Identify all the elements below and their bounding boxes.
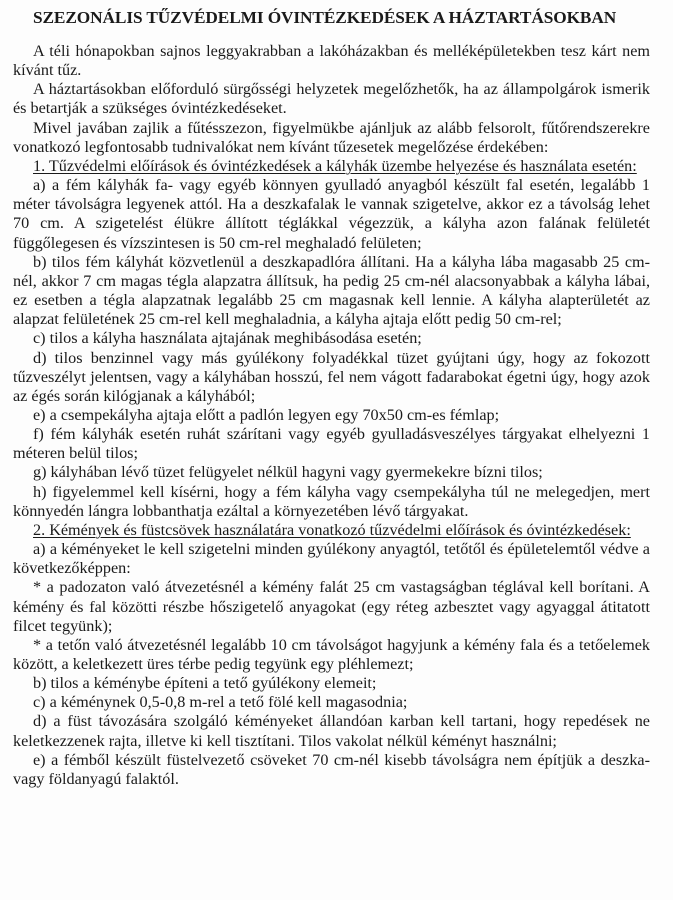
document-title: SZEZONÁLIS TŰZVÉDELMI ÓVINTÉZKEDÉSEK A HÁZTARTÁSOKBAN <box>33 8 617 27</box>
list-item: b) tilos a kéménybe építeni a tető gyúlékony elemeit; <box>33 674 377 693</box>
list-item: e) a csempekályha ajtaja előtt a padlón legyen egy 70x50 cm-es fémlap; <box>33 405 500 424</box>
list-item: e) a fémből készült füstelvezető csöveket 70 cm-nél kisebb távolságra nem építjük a deszka- vagy földanyagú falaktól. <box>13 750 650 788</box>
section-heading-chimneys: 2. Kémények és füstcsövek használatára vonatkozó tűzvédelmi előírások és óvintézkedések: <box>33 520 631 539</box>
intro-paragraph: A téli hónapokban sajnos leggyakrabban a lakóházakban és melléképületekben tesz kárt nem kívánt tűz. <box>13 42 650 80</box>
list-item: h) figyelemmel kell kísérni, hogy a fém kályha vagy csempekályha túl ne melegedjen, mert könnyedén lángra lobbanthatja ezáltal a környezetében lévő tárgyakat. <box>13 482 650 520</box>
document-body <box>13 42 650 789</box>
list-item: c) tilos a kályha használata ajtajának meghibásodása esetén; <box>33 329 422 348</box>
list-item: * a padozaton való átvezetésnél a kémény falát 25 cm vastagságban téglával kell borítani. A kémény és fal közötti részbe hőszigetelő anyagokat (egy réteg azbesztet vagy agyaggal átitatott filcet tegyünk); <box>13 578 650 635</box>
list-item: a) a kéményeket le kell szigetelni minden gyúlékony anyagtól, tetőtől és épületelemtől védve a következőképpen: <box>13 540 650 578</box>
section-heading-stoves: 1. Tűzvédelmi előírások és óvintézkedések a kályhák üzembe helyezése és használata esetén: <box>33 156 637 175</box>
list-item: d) a füst távozására szolgáló kéményeket állandóan karban kell tartani, hogy repedések ne keletkezzenek rajta, illetve ki kell tisztítani. Tilos vakolat nélkül kéményt használni; <box>13 712 650 750</box>
list-item: g) kályhában lévő tüzet felügyelet nélkül hagyni vagy gyermekekre bízni tilos; <box>33 463 543 482</box>
intro-paragraph: Mivel javában zajlik a fűtésszezon, figyelmükbe ajánljuk az alább felsorolt, fűtőrendszerekre vonatkozó legfontosabb tudnivalókat nem kívánt tűzesetek megelőzése érdekében: <box>13 118 650 156</box>
list-item: * a tetőn való átvezetésnél legalább 10 cm távolságot hagyjunk a kémény fala és a tetőelemek között, a keletkezett üres térbe pedig tegyünk egy pléhlemezt; <box>13 635 650 673</box>
list-item: c) a kéménynek 0,5-0,8 m-rel a tető fölé kell magasodnia; <box>33 693 408 712</box>
list-item: f) fém kályhák esetén ruhát szárítani vagy egyéb gyulladásveszélyes tárgyakat elhelyezni 1 méteren belül tilos; <box>13 425 650 463</box>
intro-paragraph: A háztartásokban előforduló sürgősségi helyzetek megelőzhetők, ha az állampolgárok ismerik és betartják a szükséges óvintézkedéseket. <box>13 80 650 118</box>
list-item: a) a fém kályhák fa- vagy egyéb könnyen gyulladó anyagból készült fal esetén, legalább 1 méter távolságra legyenek attól. Ha a deszkafalak le vannak szigetelve, akkor ez a távolság lehet 70 cm. A szigetelést élükre állított téglákkal végezzük, a kályha azon falának felületét függőlegesen és vízszintesen is 50 cm-rel meghaladó felületen; <box>13 176 650 252</box>
list-item: d) tilos benzinnel vagy más gyúlékony folyadékkal tüzet gyújtani úgy, hogy az fokozott tűzveszélyt jelentsen, vagy a kályhában hosszú, fel nem vágott fadarabokat égetni úgy, hogy azok az égés során kilógjanak a kályhából; <box>13 348 650 405</box>
list-item: b) tilos fém kályhát közvetlenül a deszkapadlóra állítani. Ha a kályha lába magasabb 25 cm-nél, akkor 7 cm magas tégla alapzatra állítsuk, ha pedig 25 cm-nél alacsonyabbak a kályha lábai, ez esetben a tégla alapzatnak legalább 25 cm magasnak kell lennie. A kályha alapterületét az alapzat felületének 25 cm-rel kell meghaladnia, a kályha ajtaja előtt pedig 50 cm-rel; <box>13 252 650 329</box>
